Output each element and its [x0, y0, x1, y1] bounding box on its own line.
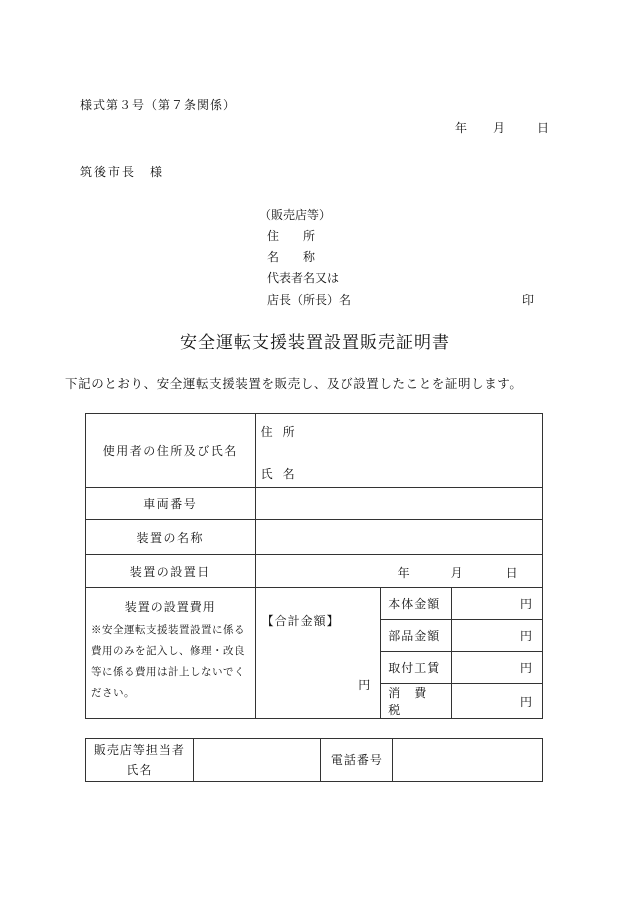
table-row — [86, 555, 543, 588]
parts-price-label: 部品金額 — [381, 620, 452, 652]
date-month-label: 月 — [493, 121, 506, 135]
device-name-label: 装置の名称 — [86, 520, 256, 555]
phone-number-field[interactable] — [393, 739, 543, 782]
table-row — [86, 488, 543, 520]
install-cost-label: 装置の設置費用 — [124, 600, 216, 614]
date-year-label: 年 — [455, 121, 468, 135]
user-info-label: 使用者の住所及び氏名 — [86, 414, 256, 488]
table-row — [86, 739, 543, 782]
install-cost-note: ※安全運転支援装置設置に係る費用のみを記入し、修理・改良等に係る費用は計上しないでください。 — [91, 624, 245, 699]
total-amount-field[interactable] — [255, 588, 381, 719]
user-name-label: 氏名 — [260, 467, 305, 481]
consumption-tax-field[interactable]: 円 — [452, 684, 543, 719]
staff-name-label — [86, 739, 194, 782]
seller-name-label: 名 称 — [267, 250, 316, 264]
document-title: 安全運転支援装置設置販売証明書 — [180, 333, 450, 353]
certification-statement: 下記のとおり、安全運転支援装置を販売し、及び設置したことを証明します。 — [65, 376, 523, 391]
form-number: 様式第３号（第７条関係） — [80, 98, 237, 112]
certificate-table — [85, 413, 543, 719]
seal-mark: 印 — [522, 293, 535, 307]
installation-fee-label: 取付工賃 — [381, 652, 452, 684]
table-row — [86, 520, 543, 555]
install-date-label: 装置の設置日 — [86, 555, 256, 588]
table-row — [86, 588, 543, 620]
user-address-label: 住所 — [260, 425, 305, 439]
total-yen-label: 円 — [358, 678, 371, 692]
phone-number-label: 電話番号 — [321, 739, 393, 782]
vehicle-number-field[interactable] — [255, 488, 542, 520]
body-price-field[interactable]: 円 — [452, 588, 543, 620]
install-month-label: 月 — [450, 566, 463, 580]
total-amount-label: 【合計金額】 — [261, 614, 340, 628]
table-row — [86, 414, 543, 488]
install-date-field[interactable] — [255, 555, 542, 588]
seller-manager-label: 店長（所長）名 — [267, 293, 352, 307]
installation-fee-field[interactable]: 円 — [452, 652, 543, 684]
device-name-field[interactable] — [255, 520, 542, 555]
staff-name-label-line1: 販売店等担当者 — [93, 743, 185, 757]
staff-name-field[interactable] — [193, 739, 321, 782]
install-year-label: 年 — [397, 566, 410, 580]
body-price-label: 本体金額 — [381, 588, 452, 620]
vehicle-number-label: 車両番号 — [86, 488, 256, 520]
addressee: 筑後市長 様 — [80, 165, 165, 179]
seller-heading: （販売店等） — [259, 208, 332, 222]
seller-representative-label: 代表者名又は — [267, 271, 340, 285]
staff-name-label-line2: 氏名 — [126, 763, 153, 777]
parts-price-field[interactable]: 円 — [452, 620, 543, 652]
seller-address-label: 住 所 — [267, 229, 316, 243]
user-info-field[interactable] — [255, 414, 542, 488]
contact-table — [85, 738, 543, 782]
consumption-tax-label: 消 費 税 — [381, 684, 452, 719]
install-cost-label-cell — [86, 588, 256, 719]
date-day-label: 日 — [537, 121, 550, 135]
install-day-label: 日 — [505, 566, 518, 580]
